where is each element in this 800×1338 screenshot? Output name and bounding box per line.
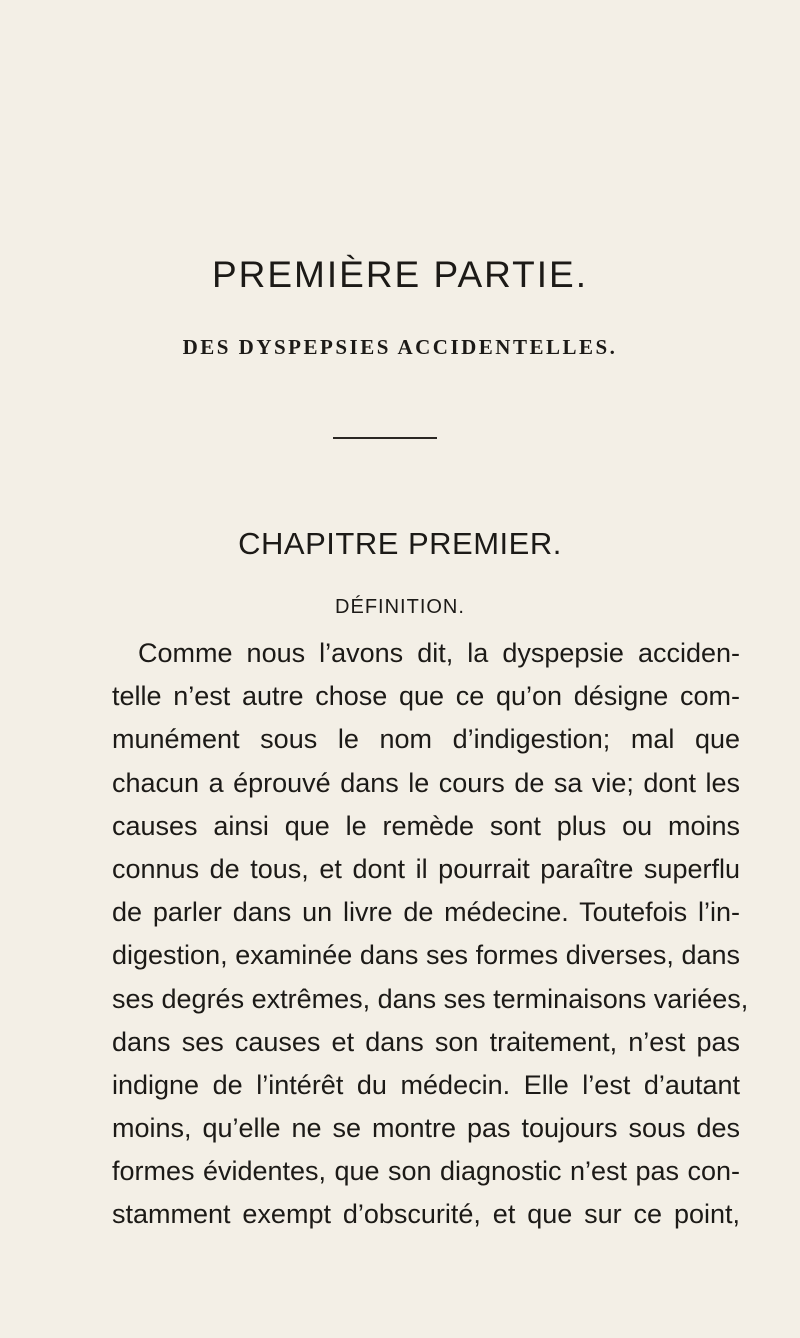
body-line: moins, qu’elle ne se montre pas toujours sous des (112, 1113, 740, 1144)
separator-rule (333, 437, 437, 439)
body-line: munément sous le nom d’indigestion; mal que (112, 724, 740, 755)
part-title: PREMIÈRE PARTIE. (211, 254, 589, 295)
body-line: indigne de l’intérêt du médecin. Elle l’est d’autant (112, 1069, 740, 1100)
body-line: formes évidentes, que son diagnostic n’est pas con- (112, 1156, 740, 1187)
body-line: ses degrés extrêmes, dans ses terminaisons variées, (112, 983, 749, 1014)
body-line: de parler dans un livre de médecine. Toutefois l’in- (112, 897, 740, 928)
body-line: chacun a éprouvé dans le cours de sa vie; dont les (112, 767, 740, 798)
body-line: Comme nous l’avons dit, la dyspepsie acciden- (138, 638, 740, 668)
chapter-title: CHAPITRE PREMIER. (238, 526, 562, 561)
body-line: dans ses causes et dans son traitement, n’est pas (112, 1026, 740, 1057)
body-line: connus de tous, et dont il pourrait paraître superflu (112, 853, 740, 884)
body-line: causes ainsi que le remède sont plus ou moins (112, 810, 740, 841)
body-line: digestion, examinée dans ses formes diverses, dans (112, 940, 740, 971)
body-line: stamment exempt d’obscurité, et que sur ce point, (112, 1199, 740, 1230)
section-title: DÉFINITION. (335, 596, 465, 618)
part-subtitle: DES DYSPEPSIES ACCIDENTELLES. (182, 335, 618, 359)
body-line: telle n’est autre chose que ce qu’on désigne com- (112, 681, 740, 712)
body-paragraph (112, 632, 749, 1237)
